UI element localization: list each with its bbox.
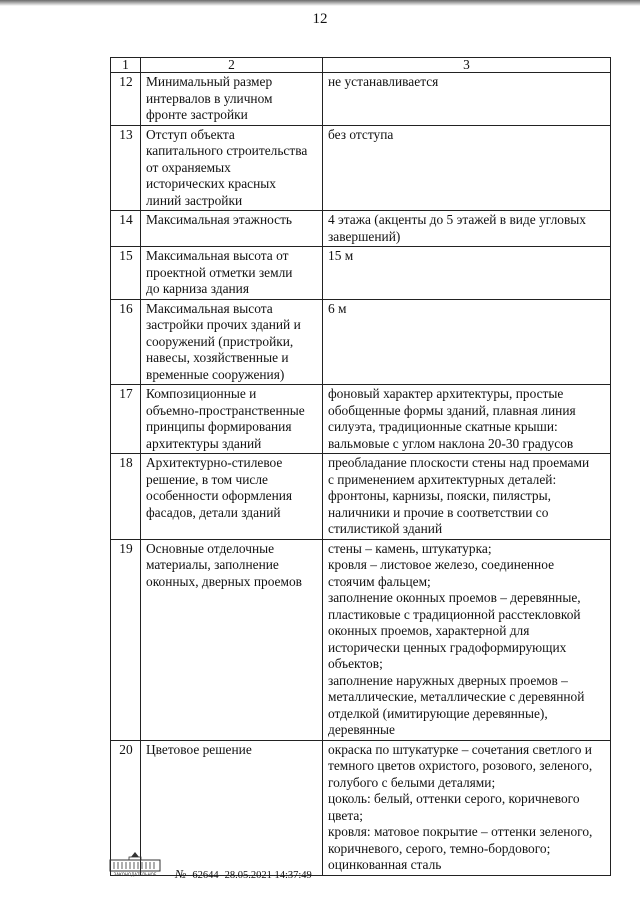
row-number-cell: 13 — [111, 125, 141, 211]
table-row — [111, 299, 611, 385]
table-row — [111, 247, 611, 300]
row-number-cell: 17 — [111, 385, 141, 454]
parameter-cell: Отступ объекта капитального строительства от охраняемых исторических красных линий застройки — [141, 125, 323, 211]
table-row — [111, 73, 611, 126]
parameter-cell: Цветовое решение — [141, 740, 323, 875]
header-cell: 3 — [323, 58, 611, 73]
scan-edge — [0, 0, 640, 6]
table-header-row — [111, 58, 611, 73]
value-cell: окраска по штукатурке – сочетания светлого и темного цветов охристого, розового, зеленого, голубого с белыми деталями; цоколь: белый, оттенки серого, коричневого цвета; кровля: матовое покрытие – оттенки зеленого, коричневого, серого, темно-бордового; оцинкованная сталь — [323, 740, 611, 875]
parameter-cell: Архитектурно-стилевое решение, в том числе особенности оформления фасадов, детали зданий — [141, 454, 323, 540]
row-number-cell: 14 — [111, 211, 141, 247]
row-number-cell: 16 — [111, 299, 141, 385]
document-number: 62644 — [192, 870, 219, 881]
table-row — [111, 454, 611, 540]
value-cell: 6 м — [323, 299, 611, 385]
header-cell: 1 — [111, 58, 141, 73]
row-number-cell: 18 — [111, 454, 141, 540]
parameter-cell: Минимальный размер интервалов в уличном фронте застройки — [141, 73, 323, 126]
header-cell: 2 — [141, 58, 323, 73]
row-number-cell: 20 — [111, 740, 141, 875]
table-row — [111, 539, 611, 740]
value-cell: 4 этажа (акценты до 5 этажей в виде угловых завершений) — [323, 211, 611, 247]
footer — [109, 851, 359, 885]
parameter-cell: Максимальная высота застройки прочих зданий и сооружений (пристройки, навесы, хозяйственные и временные сооружения) — [141, 299, 323, 385]
parameter-cell: Максимальная этажность — [141, 211, 323, 247]
parameter-cell: Композиционные и объемно-пространственные принципы формирования архитектуры зданий — [141, 385, 323, 454]
value-cell: без отступа — [323, 125, 611, 211]
table-row — [111, 125, 611, 211]
registration-datetime: 28.05.2021 14:37:49 — [224, 870, 312, 881]
parameter-cell: Максимальная высота от проектной отметки земли до карниза здания — [141, 247, 323, 300]
table-row — [111, 385, 611, 454]
row-number-cell: 19 — [111, 539, 141, 740]
value-cell: фоновый характер архитектуры, простые обобщенные формы зданий, плавная линия силуэта, традиционные скатные крыши: вальмовые с углом наклона 20-30 градусов — [323, 385, 611, 454]
page-number: 12 — [312, 11, 328, 27]
regulations-table — [110, 57, 611, 876]
number-symbol: № — [175, 867, 187, 881]
table-row — [111, 211, 611, 247]
row-number-cell: 12 — [111, 73, 141, 126]
value-cell: стены – камень, штукатурка; кровля – листовое железо, соединенное стоячим фальцем; заполнение оконных проемов – деревянные, пластиковые с традиционной расстекловкой оконных проемов, характерной для исторически ценных градоформирующих объектов; заполнение наружных дверных проемов – металлические, металлические с деревянной отделкой (имитирующие деревянные), деревянные — [323, 539, 611, 740]
registration-line — [175, 867, 312, 882]
stamp-caption: ЗАКОНОДАТЕЛЬНОЕ — [113, 872, 157, 877]
value-cell: преобладание плоскости стены над проемами с применением архитектурных деталей: фронтоны, карнизы, пояски, пилястры, наличники и прочие в соответствии со стилистикой зданий — [323, 454, 611, 540]
row-number-cell: 15 — [111, 247, 141, 300]
value-cell: не устанавливается — [323, 73, 611, 126]
parameter-cell: Основные отделочные материалы, заполнение оконных, дверных проемов — [141, 539, 323, 740]
value-cell: 15 м — [323, 247, 611, 300]
